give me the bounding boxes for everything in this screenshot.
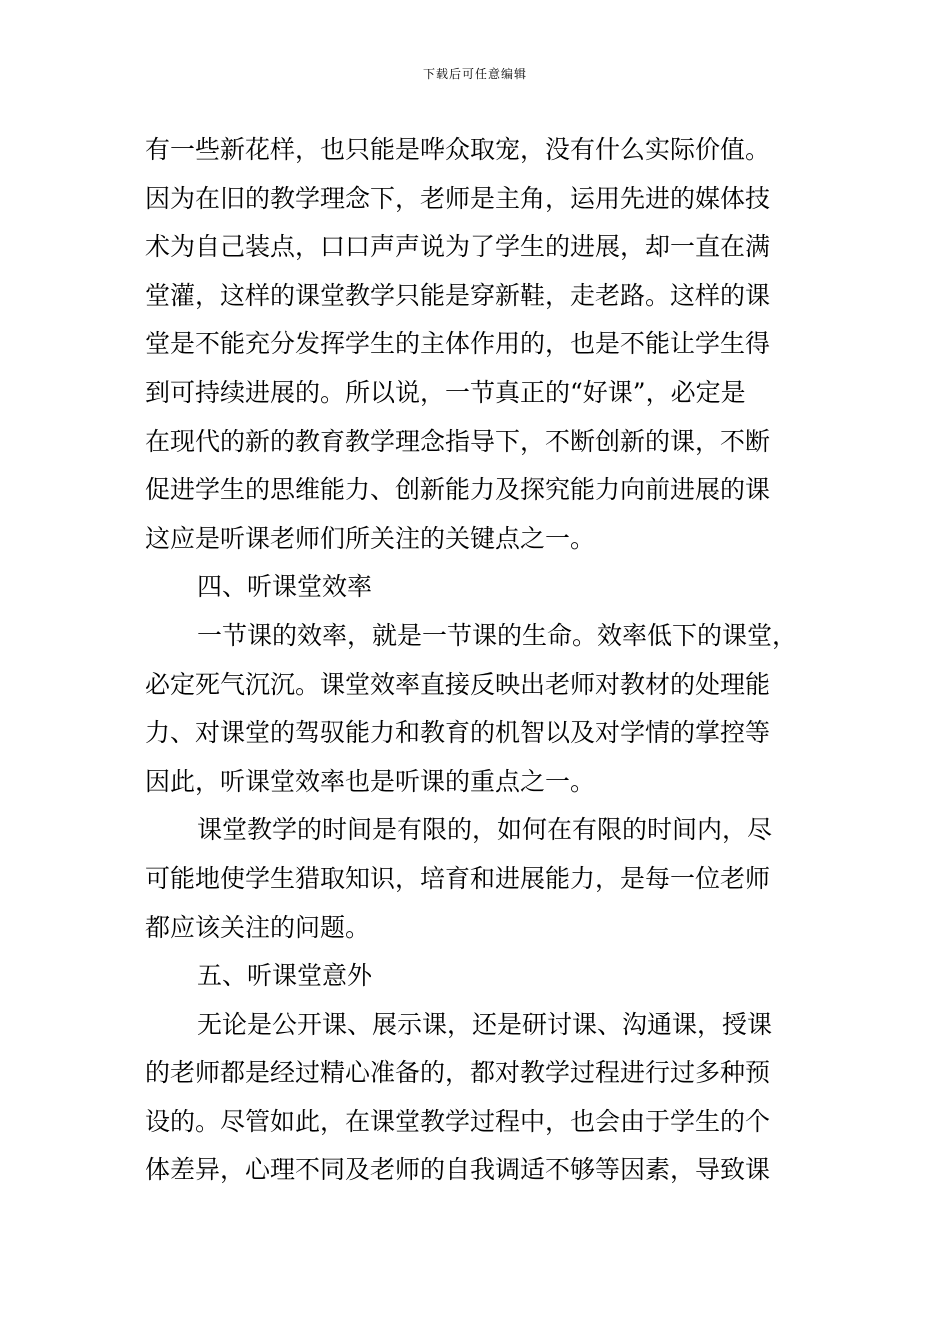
text-line: 术为自己装点，口口声声说为了学生的进展，却一直在满 [145, 232, 771, 262]
text-line: 课堂教学的时间是有限的，如何在有限的时间内，尽 [197, 815, 773, 845]
page-header: 下载后可任意编辑 [422, 67, 527, 81]
text-line: 都应该关注的问题。 [145, 912, 371, 942]
text-line: 一节课的效率，就是一节课的生命。效率低下的课堂， [197, 620, 798, 650]
text-line: 堂是不能充分发挥学生的主体作用的，也是不能让学生得 [145, 329, 771, 359]
text-line: 因此，听课堂效率也是听课的重点之一。 [145, 766, 596, 796]
document-body [145, 126, 835, 1195]
text-line: 力、对课堂的驾驭能力和教育的机智以及对学情的掌控等 [145, 718, 771, 748]
section-heading: 五、听课堂意外 [197, 961, 373, 991]
text-line: 促进学生的思维能力、创新能力及探究能力向前进展的课 [145, 475, 771, 505]
section-heading: 四、听课堂效率 [197, 572, 373, 602]
text-line: 的老师都是经过精心准备的，都对教学过程进行过多种预 [145, 1058, 771, 1088]
text-line: 有一些新花样，也只能是哗众取宠，没有什么实际价值。 [145, 135, 771, 164]
text-line: 在现代的新的教育教学理念指导下，不断创新的课，不断 [145, 426, 771, 456]
text-line: 无论是公开课、展示课，还是研讨课、沟通课，授课 [197, 1009, 773, 1039]
text-line: 到可持续进展的。所以说，一节真正的“好课”，必定是 [145, 377, 746, 407]
text-line: 体差异，心理不同及老师的自我调适不够等因素，导致课 [145, 1155, 771, 1185]
text-line: 可能地使学生猎取知识，培育和进展能力，是每一位老师 [145, 863, 771, 893]
text-line: 这应是听课老师们所关注的关键点之一。 [145, 523, 596, 553]
text-line: 设的。尽管如此，在课堂教学过程中，也会由于学生的个 [145, 1106, 771, 1136]
text-line: 堂灌，这样的课堂教学只能是穿新鞋，走老路。这样的课 [145, 280, 771, 310]
text-line: 因为在旧的教学理念下，老师是主角，运用先进的媒体技 [145, 183, 771, 213]
text-line: 必定死气沉沉。课堂效率直接反映出老师对教材的处理能 [145, 669, 771, 699]
